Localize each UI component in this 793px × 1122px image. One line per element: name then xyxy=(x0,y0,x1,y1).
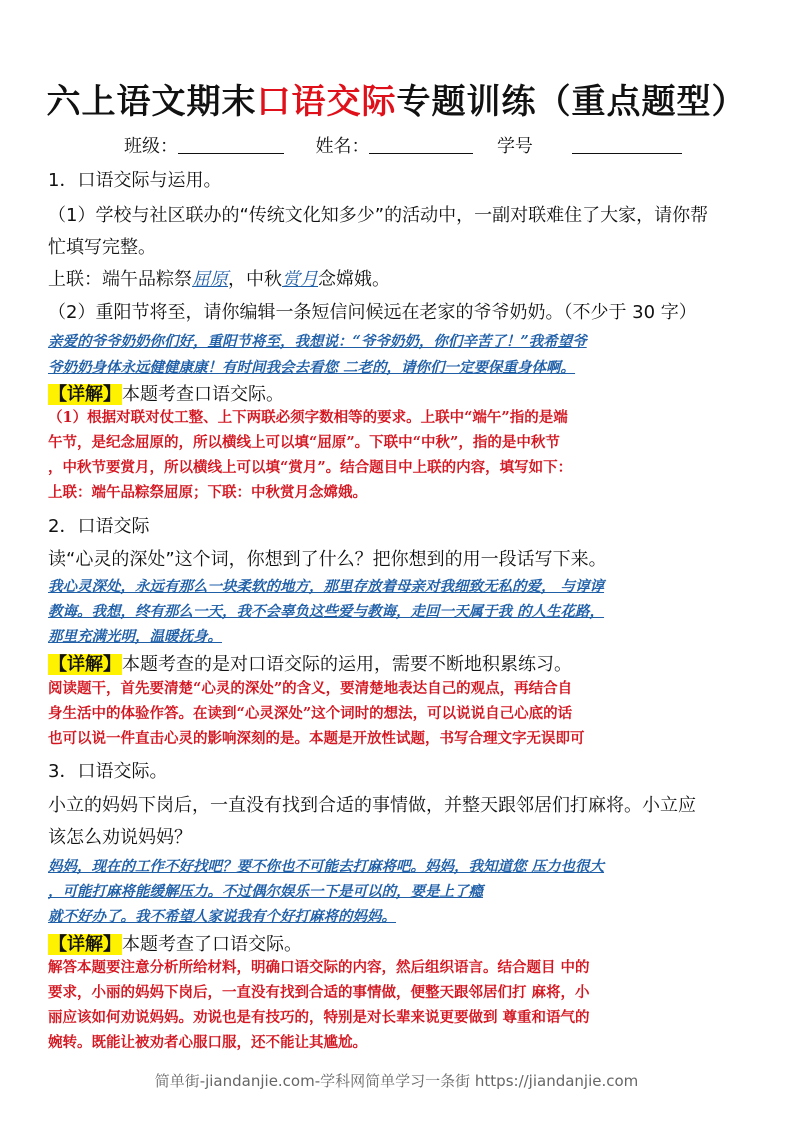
id-label: 学号 xyxy=(496,136,533,157)
couplet-answer-1: 屈原 xyxy=(192,269,228,290)
q2-detail xyxy=(48,650,748,676)
q3-answer-line2: ，可能打麻将能缓解压力。不过偶尔娱乐一下是可以的，要是上了瘾 xyxy=(48,883,483,900)
page-title xyxy=(0,74,793,123)
q3-prompt-line1: 小立的妈妈下岗后，一直没有找到合适的事情做，并整天跟邻居们打麻将。小立应 xyxy=(48,795,696,816)
id-blank xyxy=(572,137,682,154)
couplet-text-b: ，中秋 xyxy=(228,269,282,290)
q2-explain-line1: 阅读题干，首先要清楚“心灵的深处”的含义，要清楚地表达自己的观点，再结合自 xyxy=(48,680,573,697)
q3-explain-line2: 要求，小丽的妈妈下岗后，一直没有找到合适的事情做，便整天跟邻居们打 麻将，小 xyxy=(48,984,590,1001)
detail-text: 本题考查了口语交际。 xyxy=(122,934,302,955)
q1-heading: 1．口语交际与运用。 xyxy=(48,170,222,191)
q1-answer-line2: 爷奶奶身体永远健健康康！有时间我会去看您 二老的，请你们一定要保重身体啊。 xyxy=(48,359,576,376)
title-highlight: 口语交际 xyxy=(256,82,397,122)
name-label: 姓名： xyxy=(315,136,370,157)
q3-heading: 3．口语交际。 xyxy=(48,761,168,782)
class-blank xyxy=(178,137,284,154)
class-label: 班级： xyxy=(124,136,178,157)
couplet-text-c: 念嫦娥。 xyxy=(318,269,390,290)
q3-answer-line1: 妈妈，现在的工作不好找吧？要不你也不可能去打麻将吧。妈妈，我知道您 压力也很大 xyxy=(48,858,605,875)
q1-detail xyxy=(48,380,748,406)
q1-explain-line2: 午节，是纪念屈原的，所以横线上可以填“屈原”。下联中“中秋”，指的是中秋节 xyxy=(48,434,560,451)
detail-tag: 【详解】 xyxy=(49,934,121,955)
q2-heading: 2．口语交际 xyxy=(48,516,150,537)
page-footer: 简单街-jiandanjie.com-学科网简单学习一条街 https://jiandanjie.com xyxy=(154,1072,639,1090)
detail-tag: 【详解】 xyxy=(49,654,121,675)
q2-answer-line2: 教诲。我想，终有那么一天，我不会辜负这些爱与教诲，走回一天属于我 的人生花路， xyxy=(48,603,605,620)
q1-part2: （2）重阳节将至，请你编辑一条短信问候远在老家的爷爷奶奶。（不少于 30 字） xyxy=(48,302,697,323)
q2-answer-line3: 那里充满光明，温暖抚身。 xyxy=(48,628,222,645)
q1-explain-line4: 上联：端午品粽祭屈原；下联：中秋赏月念嫦娥。 xyxy=(48,484,367,501)
q3-answer-line3: 就不好办了。我不希望人家说我有个好打麻将的妈妈。 xyxy=(48,908,396,925)
name-blank xyxy=(369,137,473,154)
q2-explain-line3: 也可以说一件直击心灵的影响深刻的是。本题是开放性试题，书写合理文字无误即可 xyxy=(48,730,585,747)
q1-explain-line1: （1）根据对联对仗工整、上下两联必须字数相等的要求。上联中“端午”指的是端 xyxy=(48,409,568,426)
title-part-1: 六上语文期末 xyxy=(46,82,257,122)
couplet-text-a: 上联：端午品粽祭 xyxy=(48,269,192,290)
q3-prompt-line2: 该怎么劝说妈妈？ xyxy=(48,827,192,848)
detail-tag: 【详解】 xyxy=(49,384,121,405)
couplet-answer-2: 赏月 xyxy=(282,269,318,290)
q1-couplet xyxy=(48,265,748,291)
title-part-3: 专题训练（重点题型） xyxy=(396,82,747,122)
q3-detail xyxy=(48,930,748,956)
q3-explain-line4: 婉转。既能让被劝者心服口服，还不能让其尴尬。 xyxy=(48,1034,367,1051)
q2-prompt: 读“心灵的深处”这个词，你想到了什么？把你想到的用一段话写下来。 xyxy=(48,549,607,570)
q2-answer-line1: 我心灵深处，永远有那么一块柔软的地方，那里存放着母亲对我细致无私的爱， 与谆谆 xyxy=(48,578,605,595)
q1-explain-line3: ，中秋节要赏月，所以横线上可以填“赏月”。结合题目中上联的内容，填写如下： xyxy=(48,459,573,476)
student-info-row xyxy=(124,132,682,158)
q3-explain-line1: 解答本题要注意分析所给材料，明确口语交际的内容，然后组织语言。结合题目 中的 xyxy=(48,959,590,976)
q1-part1-line2: 忙填写完整。 xyxy=(48,237,156,258)
q2-explain-line2: 身生活中的体验作答。在读到“心灵深处”这个词时的想法，可以说说自己心底的话 xyxy=(48,705,573,722)
q1-answer-line1: 亲爱的爷爷奶奶你们好，重阳节将至，我想说：“爷爷奶奶，你们辛苦了！”我希望爷 xyxy=(48,333,587,350)
detail-text: 本题考查口语交际。 xyxy=(122,384,284,405)
q1-part1-line1: （1）学校与社区联办的“传统文化知多少”的活动中，一副对联难住了大家，请你帮 xyxy=(48,205,709,226)
q3-explain-line3: 丽应该如何劝说妈妈。劝说也是有技巧的，特别是对长辈来说更要做到 尊重和语气的 xyxy=(48,1009,590,1026)
detail-text: 本题考查的是对口语交际的运用，需要不断地积累练习。 xyxy=(122,654,572,675)
